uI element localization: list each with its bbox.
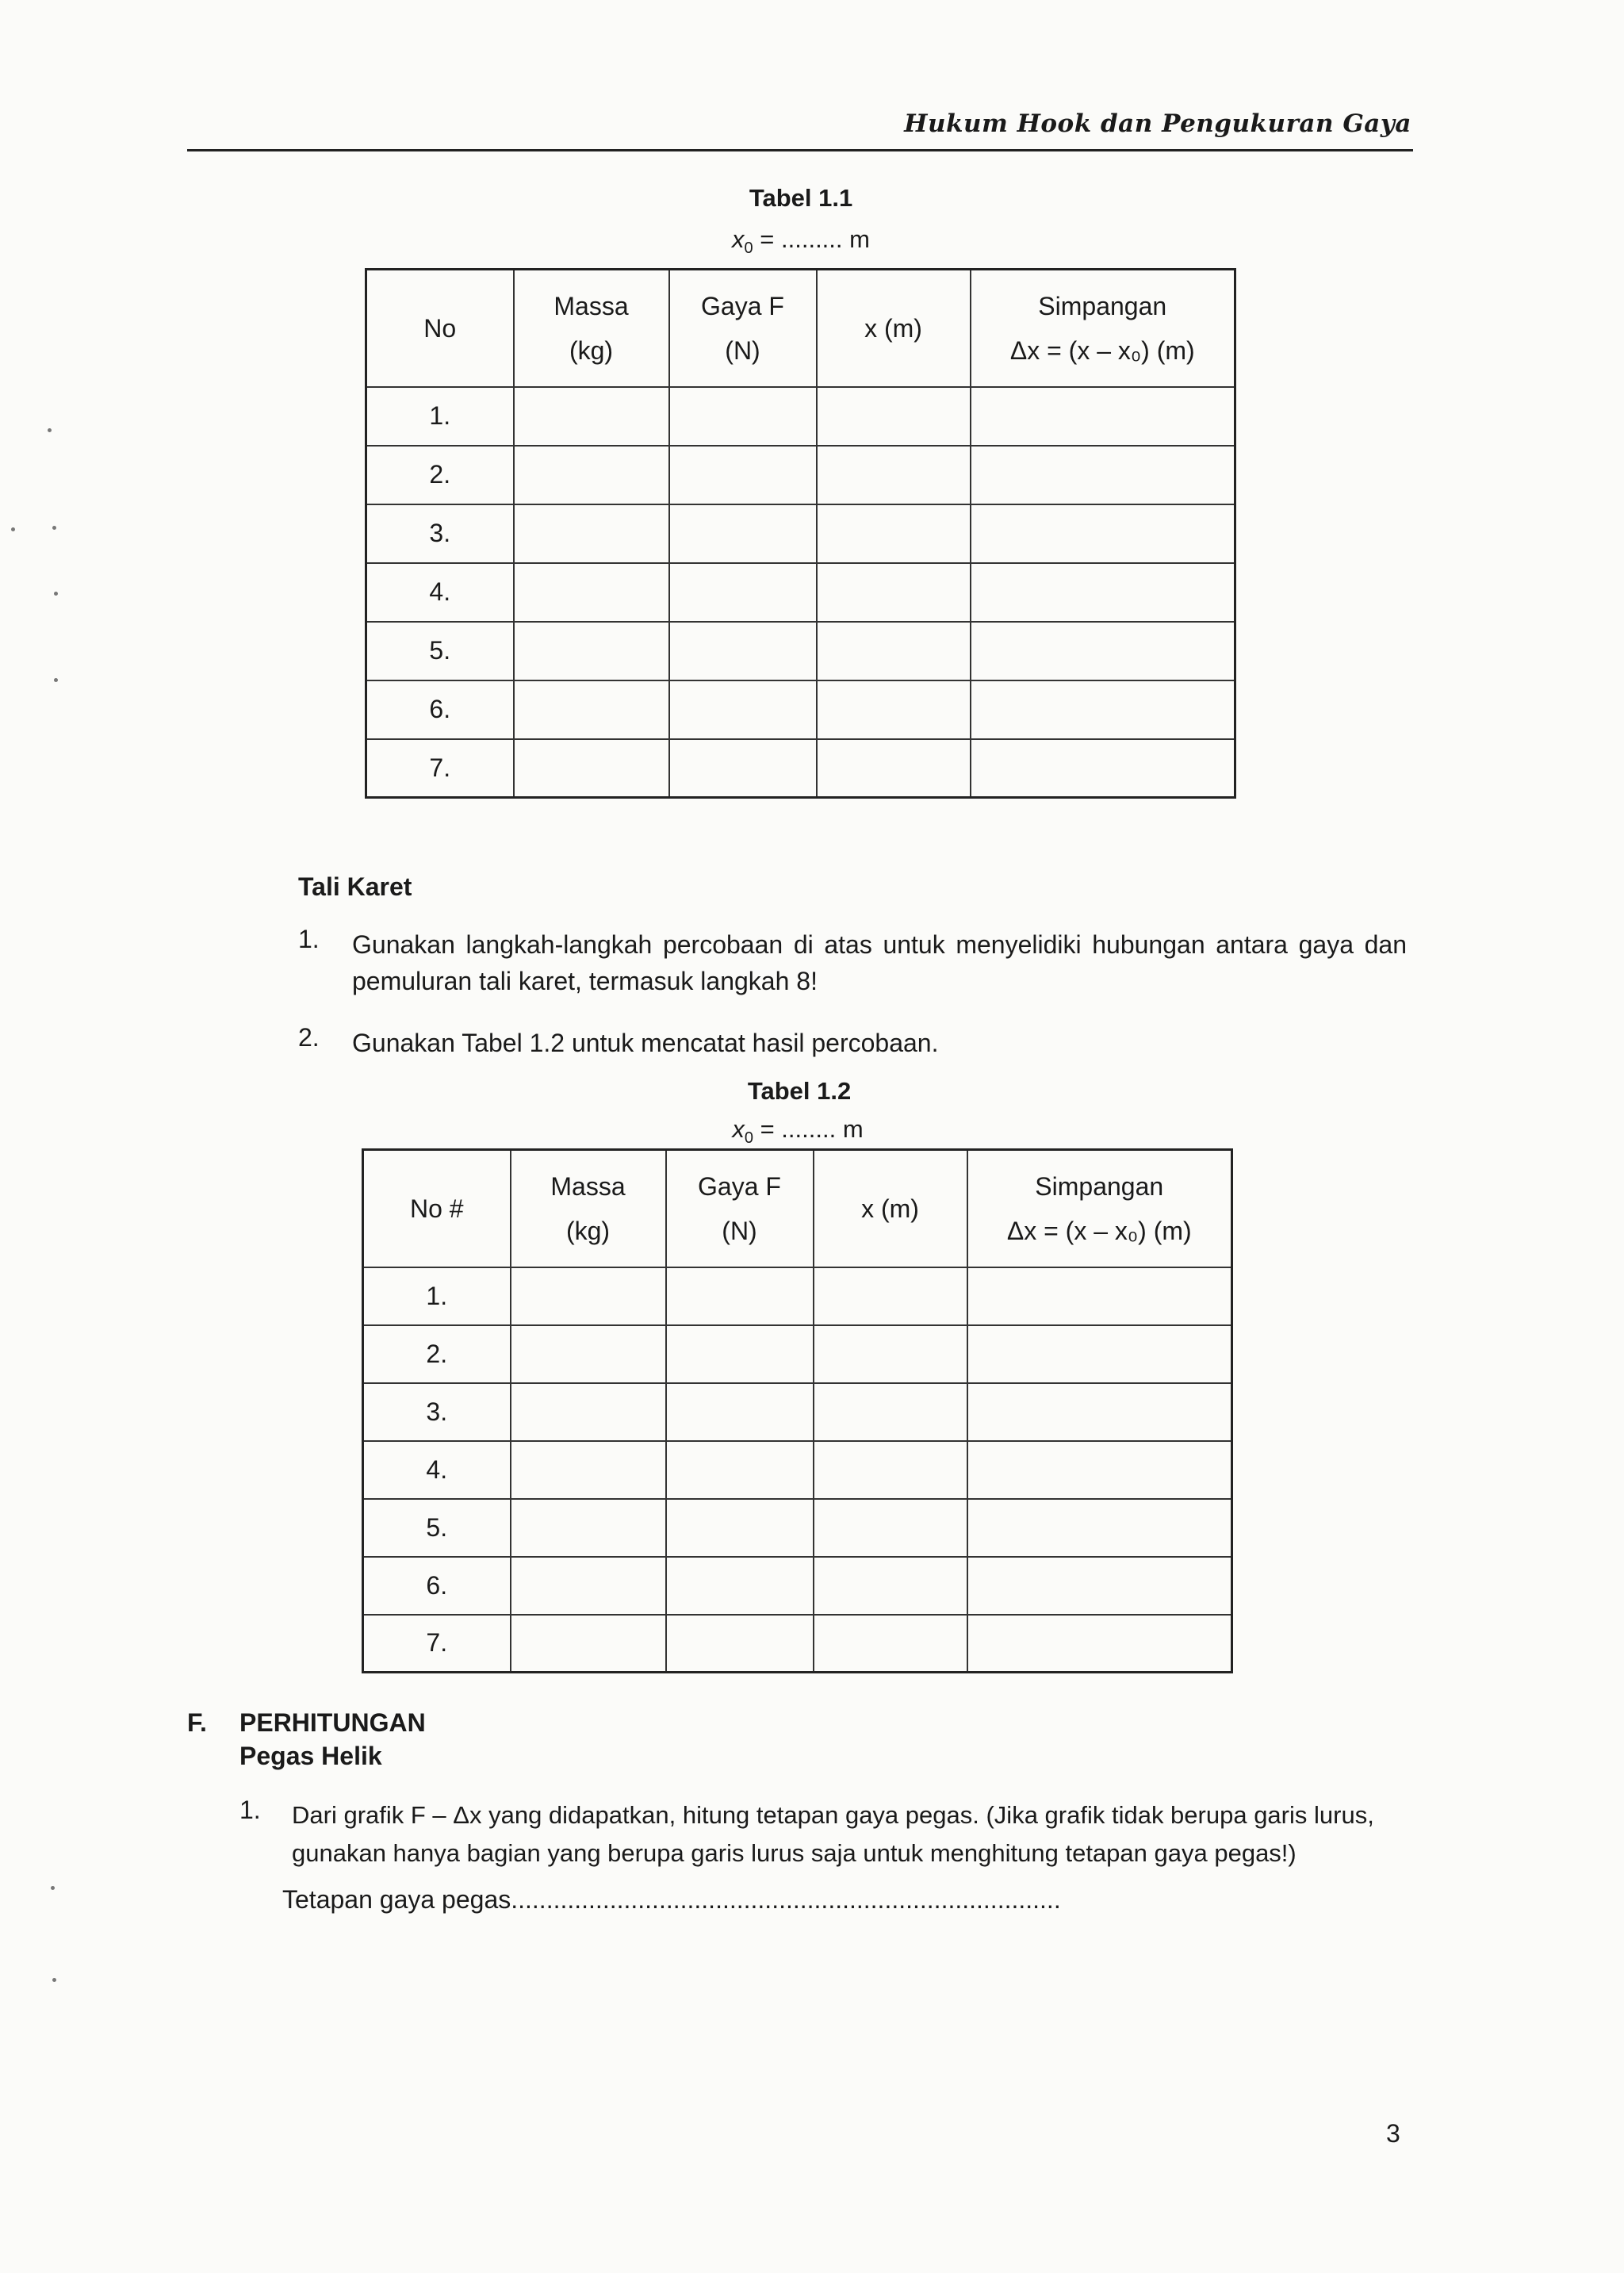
col-header-simpangan xyxy=(967,1150,1232,1267)
page-number: 3 xyxy=(1386,2119,1400,2148)
col-header-gaya xyxy=(669,270,817,387)
x-cell[interactable] xyxy=(814,1325,967,1383)
tali-karet-heading: Tali Karet xyxy=(298,872,412,901)
massa-cell[interactable] xyxy=(514,446,669,504)
row-number: 7. xyxy=(366,739,514,798)
table-row xyxy=(366,563,1235,622)
x0-blank: = ......... m xyxy=(753,225,870,253)
x-cell[interactable] xyxy=(817,680,971,739)
massa-cell[interactable] xyxy=(511,1325,666,1383)
col-header-x: x (m) xyxy=(817,270,971,387)
table2 xyxy=(362,1148,1233,1673)
col-header-gaya-unit: (N) xyxy=(725,335,760,365)
row-number: 5. xyxy=(366,622,514,680)
gaya-cell[interactable] xyxy=(669,622,817,680)
x0-blank: = ........ m xyxy=(753,1115,864,1143)
col-header-no: No xyxy=(366,270,514,387)
table-row xyxy=(363,1267,1232,1325)
table-row xyxy=(363,1557,1232,1615)
massa-cell[interactable] xyxy=(514,563,669,622)
simpangan-cell[interactable] xyxy=(971,387,1235,446)
x0-symbol: x xyxy=(732,1115,745,1143)
table-row xyxy=(366,680,1235,739)
massa-cell[interactable] xyxy=(511,1499,666,1557)
table-row xyxy=(366,504,1235,563)
gaya-cell[interactable] xyxy=(669,563,817,622)
scan-speck xyxy=(48,428,52,432)
table1-title: Tabel 1.1 xyxy=(749,184,853,212)
gaya-cell[interactable] xyxy=(666,1325,814,1383)
col-header-simpangan xyxy=(971,270,1235,387)
col-header-no: No # xyxy=(363,1150,511,1267)
x0-symbol: x xyxy=(732,225,745,253)
gaya-cell[interactable] xyxy=(666,1383,814,1441)
x0-subscript: 0 xyxy=(744,240,753,258)
massa-cell[interactable] xyxy=(514,504,669,563)
gaya-cell[interactable] xyxy=(666,1615,814,1673)
header-rule xyxy=(187,149,1413,151)
table2-header-row xyxy=(363,1150,1232,1267)
simpangan-cell[interactable] xyxy=(971,563,1235,622)
simpangan-cell[interactable] xyxy=(971,504,1235,563)
massa-cell[interactable] xyxy=(511,1615,666,1673)
x-cell[interactable] xyxy=(817,622,971,680)
list-item-text: Gunakan langkah-langkah percobaan di atas untuk menyelidiki hubungan antara gaya dan xyxy=(352,930,1407,959)
x-cell[interactable] xyxy=(814,1383,967,1441)
row-number: 7. xyxy=(363,1615,511,1673)
row-number: 2. xyxy=(363,1325,511,1383)
simpangan-cell[interactable] xyxy=(967,1557,1232,1615)
massa-cell[interactable] xyxy=(514,622,669,680)
running-header: Hukum Hook dan Pengukuran Gaya xyxy=(904,109,1411,138)
simpangan-cell[interactable] xyxy=(971,680,1235,739)
list-item-number: 2. xyxy=(298,1023,320,1052)
col-header-simpangan-label: Simpangan xyxy=(1038,291,1167,320)
table1-header-row xyxy=(366,270,1235,387)
simpangan-cell[interactable] xyxy=(967,1499,1232,1557)
x-cell[interactable] xyxy=(814,1557,967,1615)
list-item-text: Gunakan Tabel 1.2 untuk mencatat hasil percobaan. xyxy=(352,1029,939,1057)
gaya-cell[interactable] xyxy=(669,387,817,446)
simpangan-cell[interactable] xyxy=(971,739,1235,798)
gaya-cell[interactable] xyxy=(666,1499,814,1557)
row-number: 6. xyxy=(366,680,514,739)
table-row xyxy=(363,1441,1232,1499)
col-header-massa-unit: (kg) xyxy=(565,1216,611,1245)
massa-cell[interactable] xyxy=(511,1267,666,1325)
table-row xyxy=(363,1499,1232,1557)
x-cell[interactable] xyxy=(814,1267,967,1325)
list-item-text-continued: gunakan hanya bagian yang berupa garis lurus saja untuk menghitung tetapan gaya pegas!) xyxy=(292,1839,1297,1867)
x-cell[interactable] xyxy=(814,1441,967,1499)
x-cell[interactable] xyxy=(817,504,971,563)
gaya-cell[interactable] xyxy=(666,1557,814,1615)
row-number: 2. xyxy=(366,446,514,504)
col-header-gaya-label: Gaya F xyxy=(701,291,784,320)
col-header-massa-label: Massa xyxy=(553,291,629,320)
table-row xyxy=(366,622,1235,680)
row-number: 3. xyxy=(363,1383,511,1441)
row-number: 3. xyxy=(366,504,514,563)
scan-speck xyxy=(52,1978,56,1982)
table1-x0-line xyxy=(642,225,959,258)
simpangan-cell[interactable] xyxy=(967,1267,1232,1325)
col-header-massa xyxy=(511,1150,666,1267)
table1 xyxy=(365,268,1236,799)
gaya-cell[interactable] xyxy=(669,504,817,563)
table-row xyxy=(363,1325,1232,1383)
col-header-gaya-unit: (N) xyxy=(722,1216,757,1245)
x-cell[interactable] xyxy=(817,446,971,504)
answer-line[interactable]: Tetapan gaya pegas.............................................................................. xyxy=(282,1885,1061,1914)
row-number: 1. xyxy=(363,1267,511,1325)
col-header-simpangan-formula: Δx = (x – x₀) (m) xyxy=(1006,1216,1192,1245)
scan-speck xyxy=(54,678,58,682)
simpangan-cell[interactable] xyxy=(967,1383,1232,1441)
simpangan-cell[interactable] xyxy=(967,1325,1232,1383)
table-row xyxy=(366,446,1235,504)
x-cell[interactable] xyxy=(817,739,971,798)
x0-subscript: 0 xyxy=(744,1129,753,1148)
col-header-massa-label: Massa xyxy=(550,1171,626,1201)
scan-speck xyxy=(54,592,58,596)
massa-cell[interactable] xyxy=(514,739,669,798)
massa-cell[interactable] xyxy=(511,1441,666,1499)
col-header-simpangan-label: Simpangan xyxy=(1035,1171,1164,1201)
row-number: 4. xyxy=(366,563,514,622)
col-header-gaya-label: Gaya F xyxy=(698,1171,781,1201)
simpangan-cell[interactable] xyxy=(967,1441,1232,1499)
scan-speck xyxy=(52,526,56,530)
massa-cell[interactable] xyxy=(514,387,669,446)
massa-cell[interactable] xyxy=(511,1383,666,1441)
x-cell[interactable] xyxy=(814,1499,967,1557)
table-row xyxy=(363,1383,1232,1441)
list-item-number: 1. xyxy=(239,1796,261,1824)
x-cell[interactable] xyxy=(814,1615,967,1673)
scan-speck xyxy=(51,1886,55,1890)
gaya-cell[interactable] xyxy=(666,1267,814,1325)
row-number: 1. xyxy=(366,387,514,446)
gaya-cell[interactable] xyxy=(669,446,817,504)
section-f-heading: PERHITUNGAN xyxy=(239,1708,426,1737)
list-item-text-continued: pemuluran tali karet, termasuk langkah 8! xyxy=(352,967,818,995)
section-f-letter: F. xyxy=(187,1708,207,1737)
x-cell[interactable] xyxy=(817,563,971,622)
massa-cell[interactable] xyxy=(514,680,669,739)
table-row xyxy=(366,739,1235,798)
row-number: 4. xyxy=(363,1441,511,1499)
col-header-massa-unit: (kg) xyxy=(569,335,614,365)
col-header-simpangan-formula: Δx = (x – x₀) (m) xyxy=(1009,335,1195,365)
gaya-cell[interactable] xyxy=(669,680,817,739)
col-header-massa xyxy=(514,270,669,387)
simpangan-cell[interactable] xyxy=(971,446,1235,504)
simpangan-cell[interactable] xyxy=(967,1615,1232,1673)
col-header-x: x (m) xyxy=(814,1150,967,1267)
simpangan-cell[interactable] xyxy=(971,622,1235,680)
massa-cell[interactable] xyxy=(511,1557,666,1615)
list-item-number: 1. xyxy=(298,925,320,953)
table2-x0-line xyxy=(639,1115,956,1148)
scan-speck xyxy=(11,527,15,531)
table2-title: Tabel 1.2 xyxy=(747,1077,852,1105)
row-number: 5. xyxy=(363,1499,511,1557)
list-item-text: Dari grafik F – Δx yang didapatkan, hitung tetapan gaya pegas. (Jika grafik tidak berupa garis lurus, xyxy=(292,1801,1374,1829)
gaya-cell[interactable] xyxy=(669,739,817,798)
table-row xyxy=(366,387,1235,446)
section-f-subheading: Pegas Helik xyxy=(239,1742,382,1770)
table-row xyxy=(363,1615,1232,1673)
x-cell[interactable] xyxy=(817,387,971,446)
row-number: 6. xyxy=(363,1557,511,1615)
gaya-cell[interactable] xyxy=(666,1441,814,1499)
col-header-gaya xyxy=(666,1150,814,1267)
